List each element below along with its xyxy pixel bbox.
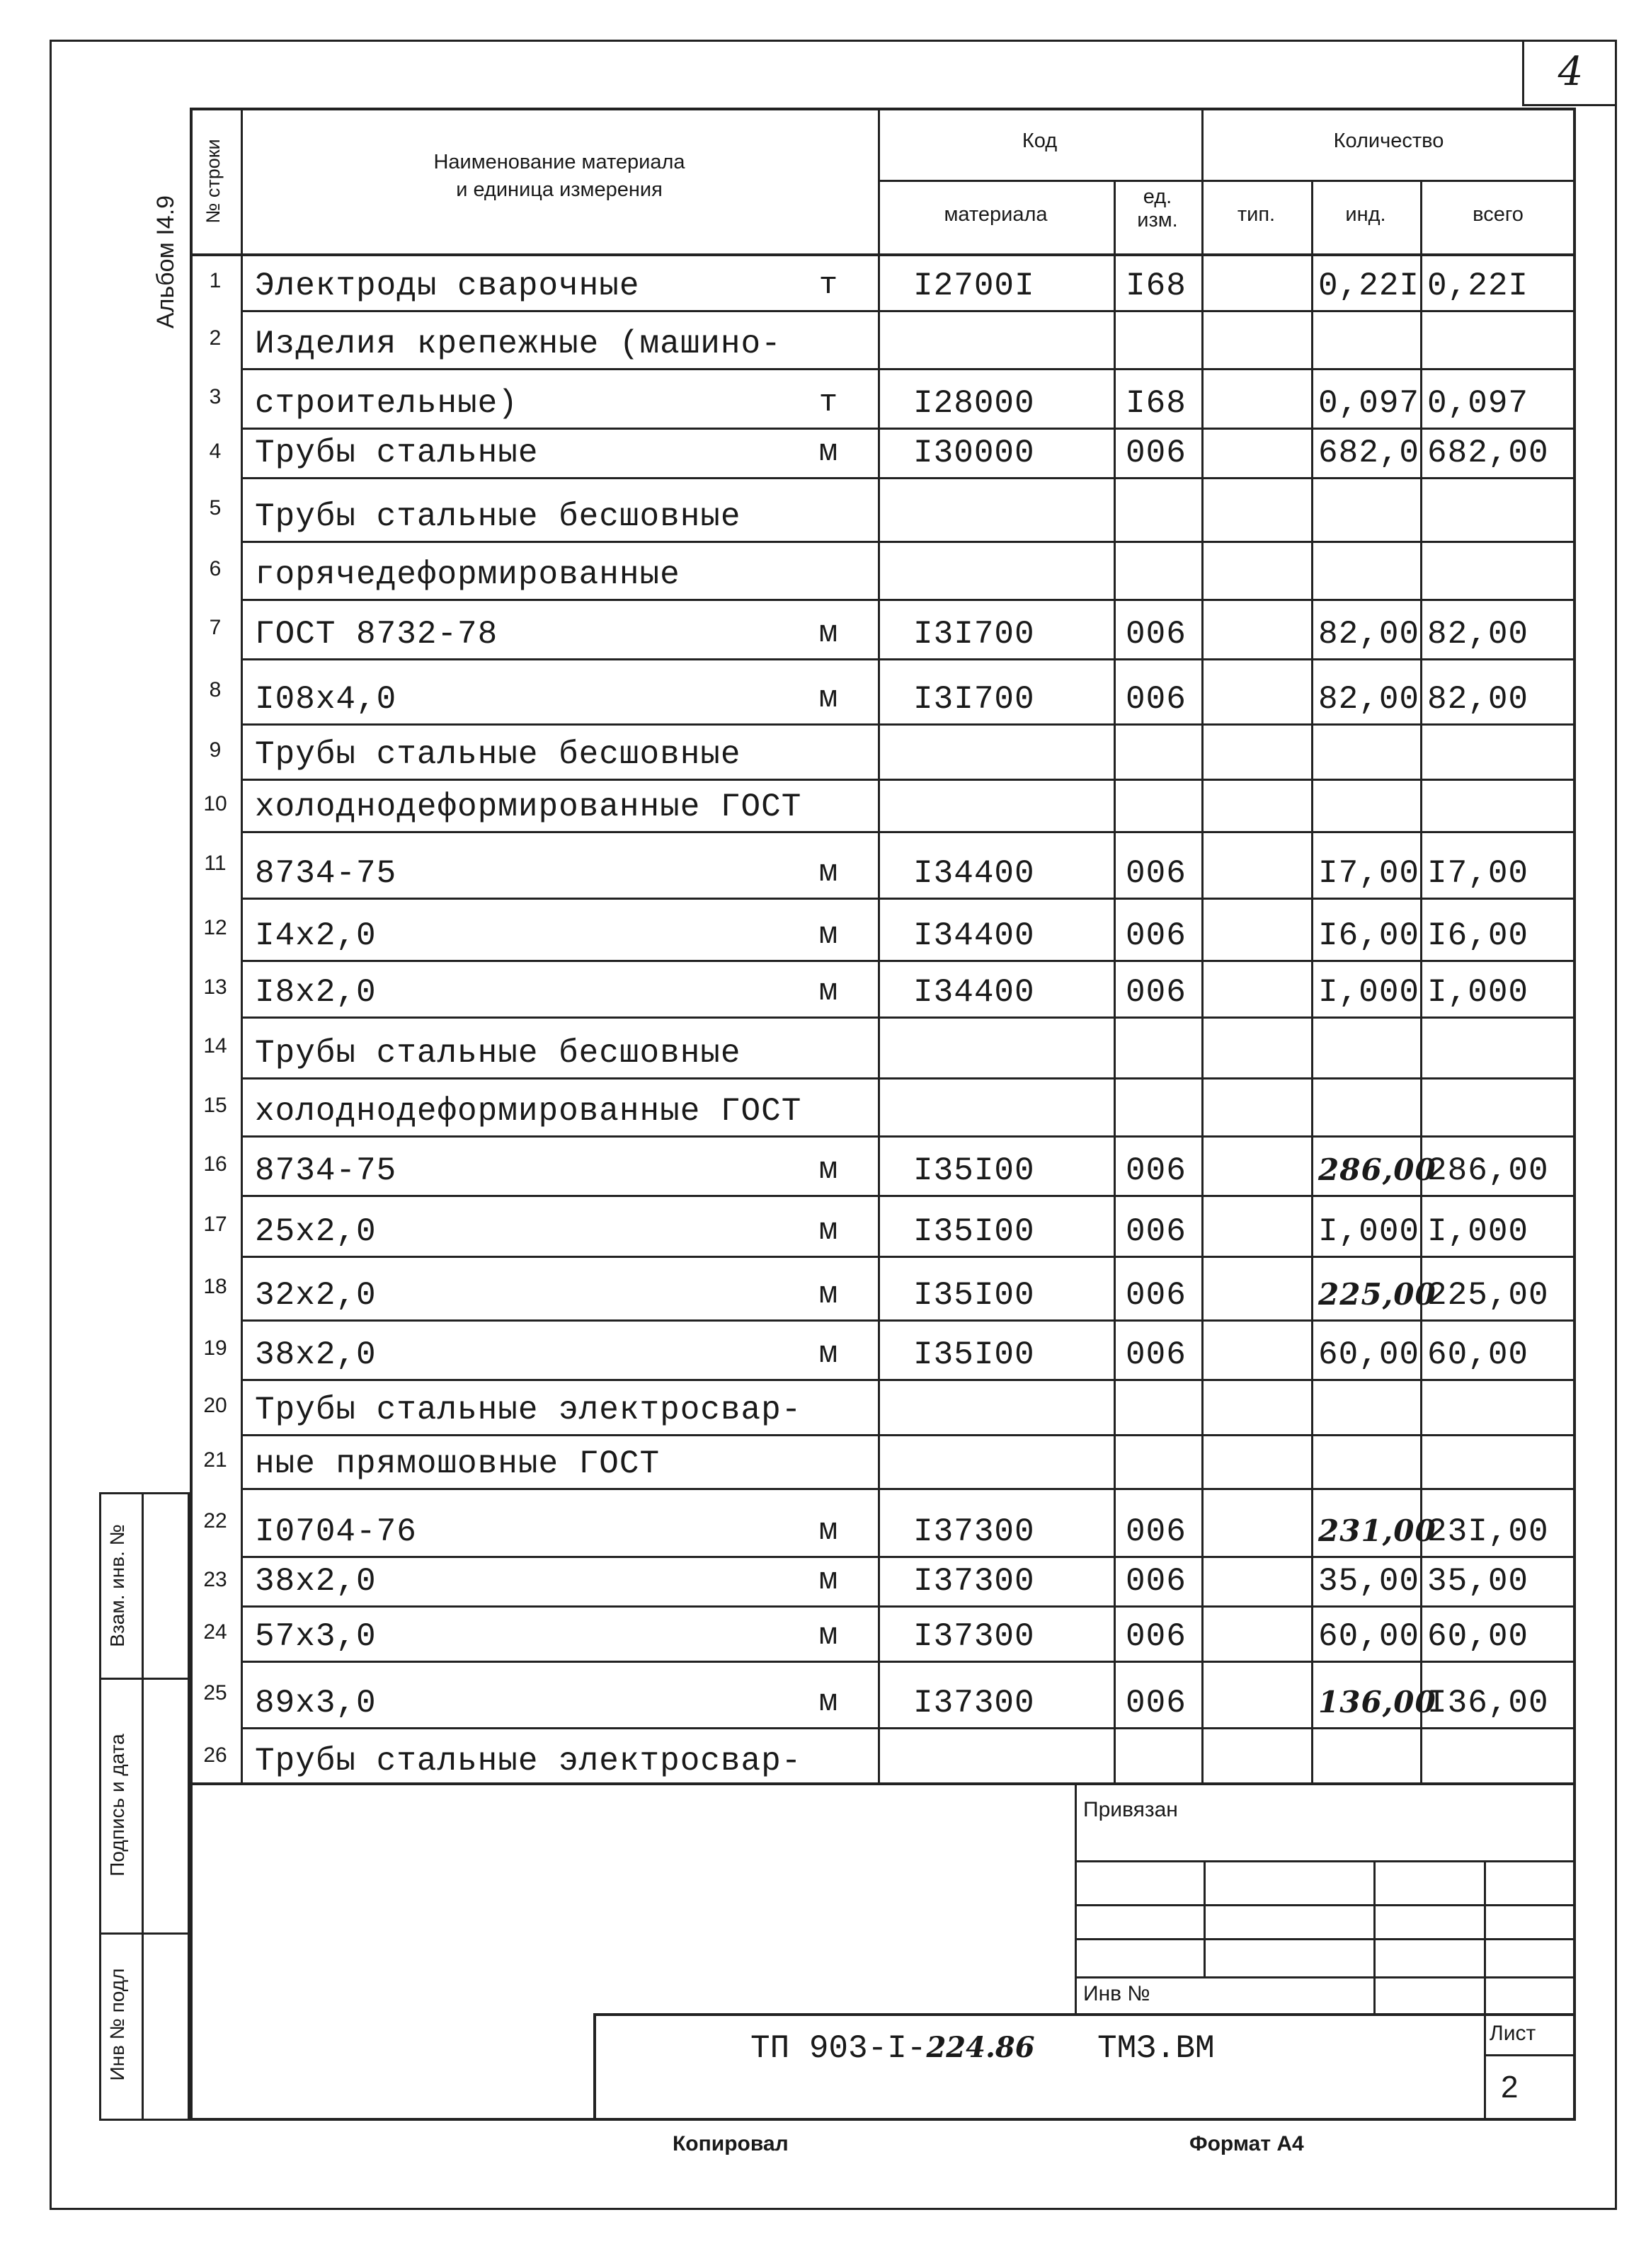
- cell-code: I34400: [913, 974, 1035, 1011]
- cell-n: 18: [203, 1275, 227, 1298]
- cell-code: I35I00: [913, 1152, 1035, 1189]
- cell-n: 16: [203, 1152, 227, 1176]
- cell-name: Трубы стальные бесшовные: [255, 498, 741, 535]
- cell-ind: 0,097: [1318, 385, 1420, 422]
- side-strip-divider-2: [99, 1932, 190, 1935]
- cell-unit: м: [818, 1213, 838, 1249]
- side-strip-inner: [142, 1492, 144, 2121]
- cell-n: 1: [209, 269, 222, 292]
- cell-all: 35,00: [1427, 1563, 1529, 1600]
- header-row-no: № строки: [202, 139, 224, 224]
- cell-code: I35I00: [913, 1336, 1035, 1373]
- cell-code: I3I700: [913, 616, 1035, 653]
- row-divider: [241, 1434, 1576, 1436]
- stamp-line-1: [1075, 1860, 1576, 1862]
- cell-unit: м: [818, 435, 838, 470]
- cell-n: 26: [203, 1743, 227, 1767]
- side-label-inv-podl: Инв № подл: [106, 1968, 128, 2081]
- cell-ed: 006: [1126, 435, 1187, 471]
- cell-n: 21: [203, 1448, 227, 1472]
- col-divider-code: [1114, 180, 1116, 1785]
- row-divider: [241, 831, 1576, 833]
- cell-n: 10: [203, 792, 227, 815]
- sheet-value: 2: [1501, 2070, 1519, 2104]
- cell-code: I2700I: [913, 268, 1035, 304]
- row-divider: [241, 779, 1576, 781]
- stamp-col-2: [1373, 1860, 1376, 2013]
- row-divider: [241, 599, 1576, 601]
- stamp-line-4: [1075, 1976, 1576, 1978]
- cell-ed: I68: [1126, 385, 1187, 422]
- cell-unit: м: [818, 974, 838, 1009]
- cell-name: I08x4,0: [255, 681, 397, 718]
- col-divider-tip: [1311, 180, 1313, 1785]
- cell-all: 60,00: [1427, 1618, 1529, 1655]
- cell-name: I4x2,0: [255, 917, 377, 954]
- cell-name: 38x2,0: [255, 1563, 377, 1600]
- cell-n: 12: [203, 916, 227, 939]
- stamp-col-3: [1484, 1860, 1486, 2013]
- cell-code: I37300: [913, 1685, 1035, 1722]
- side-label-vzam: Взам. инв. №: [106, 1524, 128, 1647]
- cell-ind: 136,00: [1318, 1685, 1436, 1719]
- cell-unit: м: [818, 855, 838, 890]
- sheet-label: Лист: [1490, 2022, 1536, 2045]
- stamp-left-edge: [1075, 1785, 1077, 2013]
- doc-code-typed: ТП 903-I-: [750, 2030, 927, 2067]
- cell-all: 0,22I: [1427, 268, 1529, 304]
- row-divider: [241, 898, 1576, 900]
- cell-name: холоднодеформированные ГОСТ: [255, 789, 802, 825]
- cell-name: ные прямошовные ГОСТ: [255, 1445, 661, 1482]
- footer-format: Формат А4: [1189, 2132, 1304, 2155]
- header-code-unit: ед. изм.: [1137, 185, 1178, 232]
- cell-code: I35I00: [913, 1213, 1035, 1250]
- cell-code: I28000: [913, 385, 1035, 422]
- cell-ed: 006: [1126, 1563, 1187, 1600]
- cell-ind: 35,00: [1318, 1563, 1420, 1600]
- cell-name: горячедеформированные: [255, 556, 680, 593]
- cell-all: 82,00: [1427, 681, 1529, 718]
- cell-ed: 006: [1126, 1685, 1187, 1722]
- side-label-podpis: Подпись и дата: [106, 1734, 128, 1877]
- footer-kopiroval: Копировал: [673, 2132, 789, 2155]
- cell-unit: м: [818, 1618, 838, 1654]
- row-divider: [241, 1379, 1576, 1381]
- row-divider: [241, 960, 1576, 962]
- header-bottom: [190, 253, 1576, 256]
- row-divider: [241, 1661, 1576, 1663]
- cell-ind: I6,00: [1318, 917, 1420, 954]
- doc-code: [750, 2030, 1035, 2067]
- cell-all: 682,00: [1427, 435, 1549, 471]
- cell-name: Изделия крепежные (машино-: [255, 326, 782, 362]
- row-divider: [241, 310, 1576, 312]
- cell-unit: м: [818, 917, 838, 953]
- row-divider: [241, 477, 1576, 479]
- cell-ind: 82,00: [1318, 681, 1420, 718]
- cell-code: I34400: [913, 855, 1035, 892]
- cell-name: Трубы стальные бесшовные: [255, 1035, 741, 1072]
- cell-unit: т: [818, 385, 838, 420]
- cell-name: холоднодеформированные ГОСТ: [255, 1093, 802, 1130]
- row-divider: [241, 428, 1576, 430]
- cell-name: 57x3,0: [255, 1618, 377, 1655]
- col-divider-unit: [1201, 108, 1204, 1785]
- header-qty-total: всего: [1473, 203, 1524, 226]
- cell-n: 24: [203, 1620, 227, 1644]
- cell-name: 8734-75: [255, 855, 397, 892]
- cell-n: 15: [203, 1094, 227, 1117]
- cell-n: 20: [203, 1394, 227, 1417]
- cell-ed: 006: [1126, 1277, 1187, 1314]
- col-divider-rownum: [241, 108, 243, 1785]
- album-label: Альбом I4.9: [152, 195, 179, 329]
- cell-ind: 0,22I: [1318, 268, 1420, 304]
- cell-code: I37300: [913, 1513, 1035, 1550]
- cell-unit: м: [818, 1685, 838, 1720]
- cell-n: 25: [203, 1681, 227, 1705]
- cell-name: Электроды сварочные: [255, 268, 640, 304]
- row-divider: [241, 1605, 1576, 1608]
- row-divider: [241, 1727, 1576, 1729]
- cell-unit: м: [818, 616, 838, 651]
- cell-n: 22: [203, 1509, 227, 1533]
- cell-name: строительные): [255, 385, 518, 422]
- cell-name: 89x3,0: [255, 1685, 377, 1722]
- title-sheet-divider: [1484, 2013, 1486, 2121]
- cell-ed: 006: [1126, 1152, 1187, 1189]
- cell-all: 0,097: [1427, 385, 1529, 422]
- cell-all: I6,00: [1427, 917, 1529, 954]
- cell-n: 5: [209, 496, 222, 520]
- stamp-line-2: [1075, 1904, 1576, 1906]
- cell-all: I,000: [1427, 974, 1529, 1011]
- header-subdivider: [878, 180, 1576, 182]
- cell-code: I30000: [913, 435, 1035, 471]
- cell-ed: 006: [1126, 1513, 1187, 1550]
- cell-name: 32x2,0: [255, 1277, 377, 1314]
- cell-n: 8: [209, 678, 222, 701]
- page-number: 4: [1522, 40, 1617, 106]
- cell-unit: м: [818, 1336, 838, 1372]
- cell-n: 23: [203, 1568, 227, 1591]
- cell-n: 19: [203, 1336, 227, 1360]
- cell-ind: 286,00: [1318, 1152, 1436, 1187]
- doc-code-hand: 224.86: [926, 2031, 1035, 2064]
- cell-n: 14: [203, 1034, 227, 1058]
- cell-ind: 225,00: [1318, 1277, 1436, 1312]
- cell-n: 17: [203, 1213, 227, 1236]
- cell-name: I8x2,0: [255, 974, 377, 1011]
- cell-all: 23I,00: [1427, 1513, 1549, 1550]
- stamp-line-3: [1075, 1938, 1576, 1940]
- cell-ed: 006: [1126, 1213, 1187, 1250]
- doc-suffix: ТМЗ.ВМ: [1097, 2030, 1215, 2067]
- side-strip-divider-1: [99, 1678, 190, 1680]
- row-divider: [241, 368, 1576, 370]
- cell-name: Трубы стальные: [255, 435, 539, 471]
- stamp-col-1: [1204, 1860, 1206, 1976]
- cell-ind: 60,00: [1318, 1336, 1420, 1373]
- cell-unit: м: [818, 1513, 838, 1549]
- cell-ind: I7,00: [1318, 855, 1420, 892]
- cell-n: 13: [203, 975, 227, 999]
- header-qty-ind: инд.: [1345, 203, 1386, 226]
- cell-unit: м: [818, 1152, 838, 1188]
- cell-n: 11: [204, 852, 227, 875]
- cell-n: 7: [209, 616, 222, 639]
- row-divider: [241, 1016, 1576, 1019]
- cell-ed: 006: [1126, 1618, 1187, 1655]
- title-sheet-line: [1484, 2054, 1576, 2056]
- cell-unit: м: [818, 681, 838, 716]
- header-name: Наименование материала и единица измерения: [433, 151, 685, 202]
- cell-ed: 006: [1126, 616, 1187, 653]
- header-qty-type: тип.: [1237, 203, 1276, 226]
- cell-ind: 60,00: [1318, 1618, 1420, 1655]
- cell-n: 9: [209, 738, 222, 762]
- title-block: [593, 2013, 1576, 2121]
- cell-name: 8734-75: [255, 1152, 397, 1189]
- row-divider: [241, 1195, 1576, 1197]
- row-divider: [241, 1256, 1576, 1258]
- cell-ed: 006: [1126, 681, 1187, 718]
- cell-all: I7,00: [1427, 855, 1529, 892]
- cell-code: I37300: [913, 1618, 1035, 1655]
- cell-code: I35I00: [913, 1277, 1035, 1314]
- cell-name: 25x2,0: [255, 1213, 377, 1250]
- row-divider: [241, 658, 1576, 660]
- cell-n: 4: [209, 440, 222, 463]
- cell-code: I3I700: [913, 681, 1035, 718]
- stamp-privyazan: Привязан: [1083, 1798, 1178, 1821]
- row-divider: [241, 1556, 1576, 1558]
- header-code-group: Код: [1022, 130, 1058, 152]
- cell-name: 38x2,0: [255, 1336, 377, 1373]
- cell-ind: 82,00: [1318, 616, 1420, 653]
- cell-code: I37300: [913, 1563, 1035, 1600]
- cell-ind: 682,0: [1318, 435, 1420, 471]
- stamp-inv-no: Инв №: [1083, 1982, 1150, 2005]
- row-divider: [241, 1077, 1576, 1079]
- cell-ed: 006: [1126, 855, 1187, 892]
- cell-all: I36,00: [1427, 1685, 1549, 1722]
- cell-n: 2: [209, 326, 222, 350]
- col-divider-name: [878, 108, 880, 1785]
- cell-unit: т: [818, 268, 838, 303]
- cell-all: 286,00: [1427, 1152, 1549, 1189]
- cell-ed: 006: [1126, 917, 1187, 954]
- cell-all: 60,00: [1427, 1336, 1529, 1373]
- cell-code: I34400: [913, 917, 1035, 954]
- cell-all: I,000: [1427, 1213, 1529, 1250]
- cell-ind: 231,00: [1318, 1513, 1436, 1548]
- cell-name: I0704-76: [255, 1513, 417, 1550]
- cell-unit: м: [818, 1277, 838, 1312]
- cell-all: 82,00: [1427, 616, 1529, 653]
- cell-ind: I,000: [1318, 974, 1420, 1011]
- cell-name: Трубы стальные бесшовные: [255, 736, 741, 773]
- row-divider: [241, 541, 1576, 543]
- cell-ed: 006: [1126, 1336, 1187, 1373]
- cell-name: Трубы стальные электросвар-: [255, 1392, 802, 1428]
- cell-ed: 006: [1126, 974, 1187, 1011]
- cell-ind: I,000: [1318, 1213, 1420, 1250]
- header-code-material: материала: [944, 203, 1048, 226]
- cell-unit: м: [818, 1563, 838, 1598]
- cell-name: ГОСТ 8732-78: [255, 616, 498, 653]
- row-divider: [241, 1319, 1576, 1322]
- cell-all: 225,00: [1427, 1277, 1549, 1314]
- cell-n: 6: [209, 557, 222, 580]
- row-divider: [241, 1135, 1576, 1138]
- cell-name: Трубы стальные электросвар-: [255, 1743, 802, 1780]
- row-divider: [241, 1488, 1576, 1490]
- header-qty-group: Количество: [1333, 130, 1444, 152]
- cell-ed: I68: [1126, 268, 1187, 304]
- row-divider: [241, 723, 1576, 726]
- cell-n: 3: [209, 385, 222, 408]
